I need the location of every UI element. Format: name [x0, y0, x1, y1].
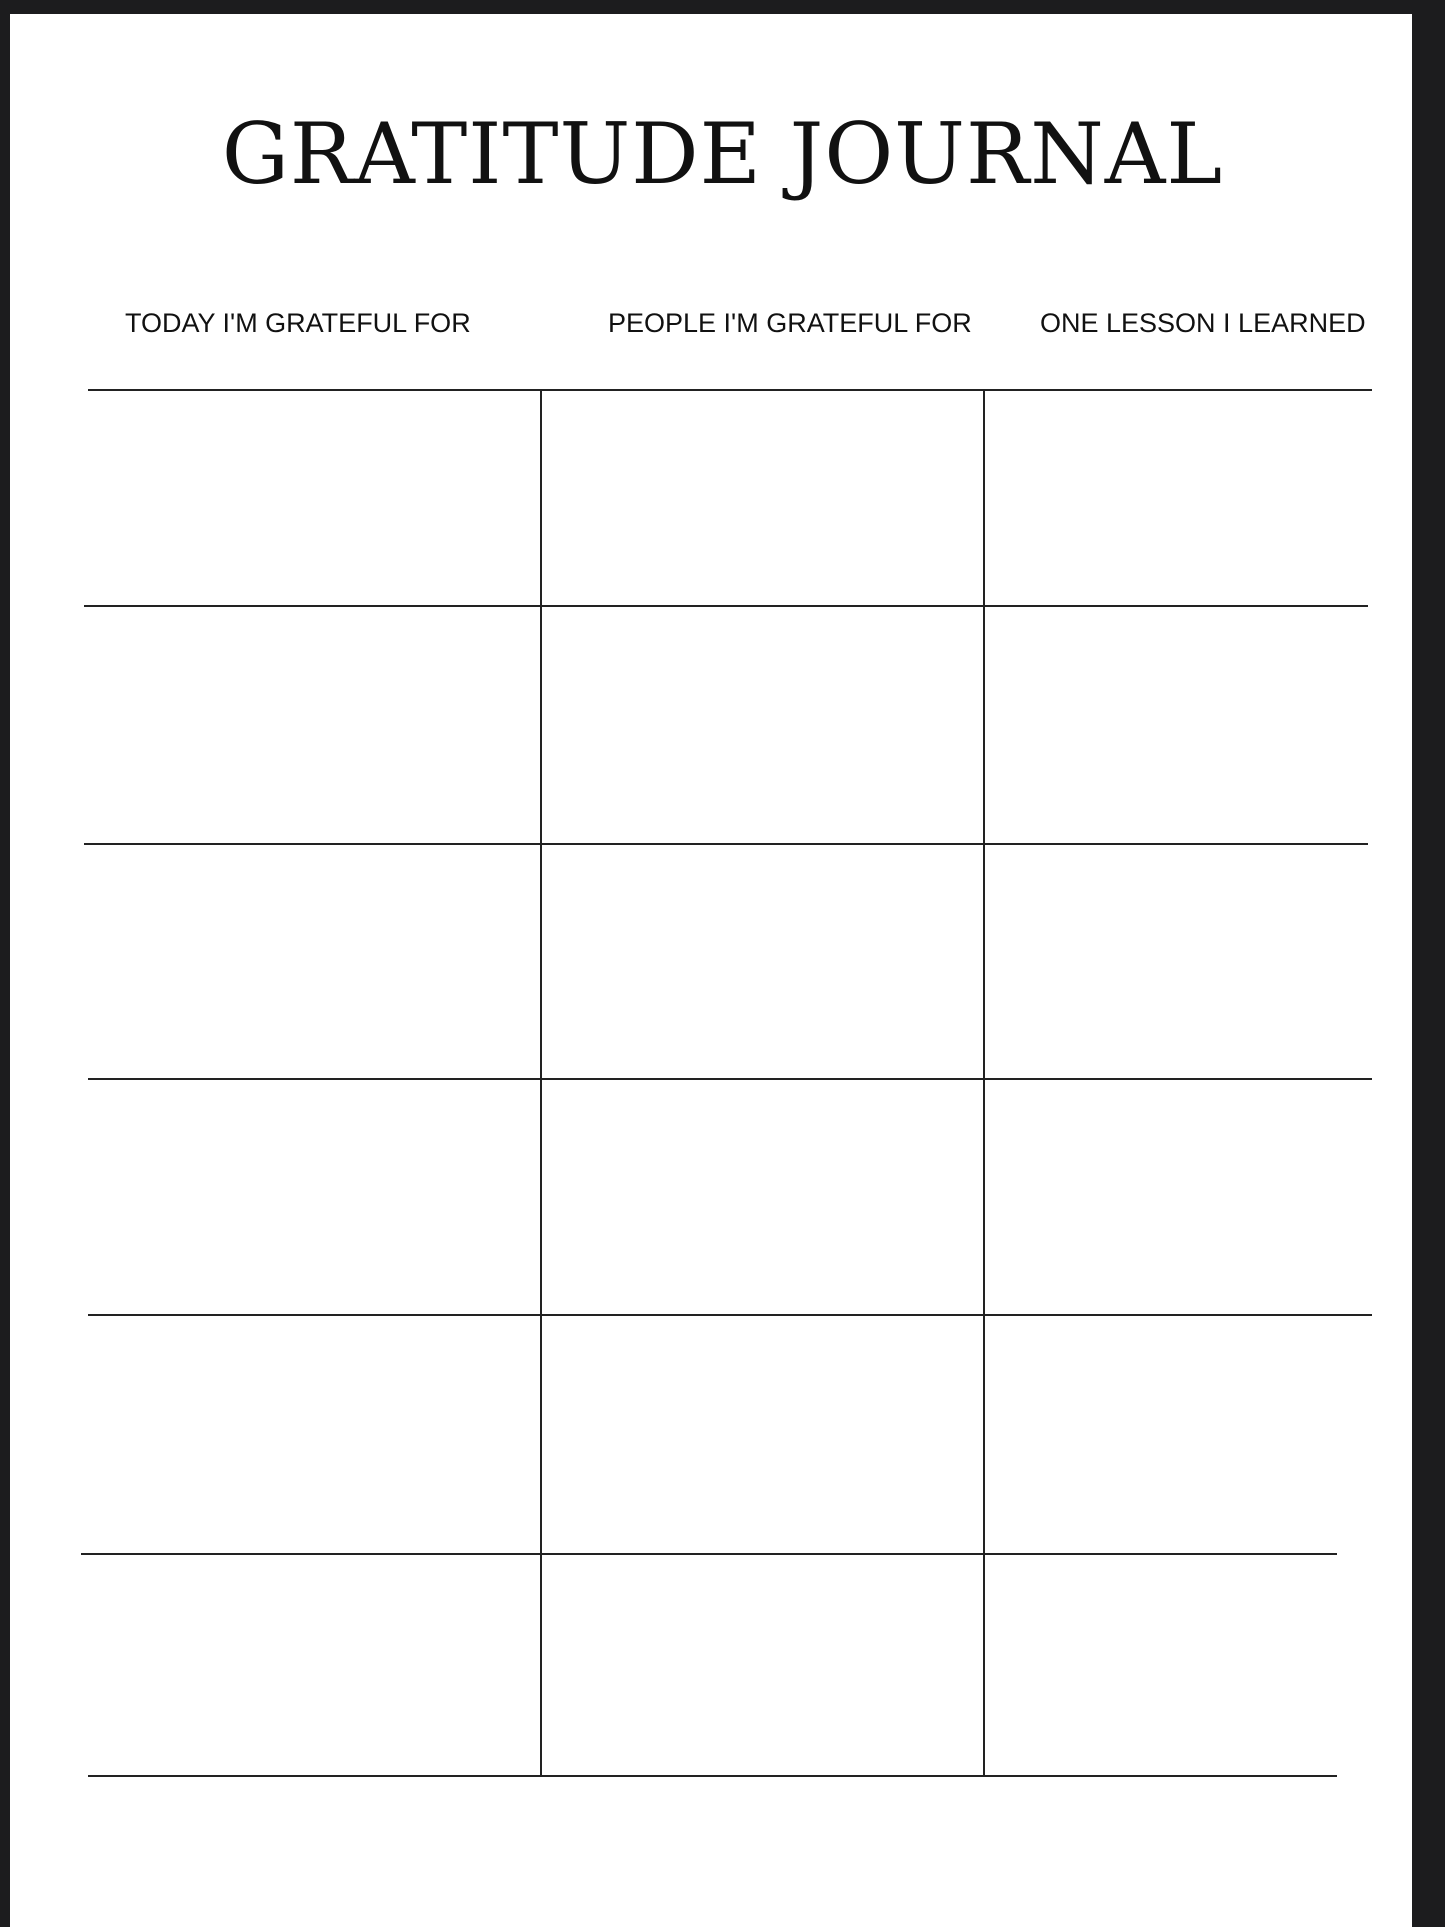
- column-divider: [983, 390, 985, 1776]
- column-divider: [540, 390, 542, 1776]
- column-header-people: PEOPLE I'M GRATEFUL FOR: [608, 308, 972, 338]
- row-divider: [88, 1314, 1372, 1316]
- row-divider: [88, 1078, 1372, 1080]
- row-divider: [88, 1775, 1337, 1777]
- column-header-today: TODAY I'M GRATEFUL FOR: [125, 308, 471, 338]
- journal-page: [10, 14, 1412, 1927]
- row-divider: [81, 1553, 1337, 1555]
- row-divider: [84, 605, 1368, 607]
- column-header-lesson: ONE LESSON I LEARNED: [1040, 308, 1366, 338]
- page-title: GRATITUDE JOURNAL: [221, 105, 1224, 203]
- row-divider: [84, 843, 1368, 845]
- row-divider: [88, 389, 1372, 391]
